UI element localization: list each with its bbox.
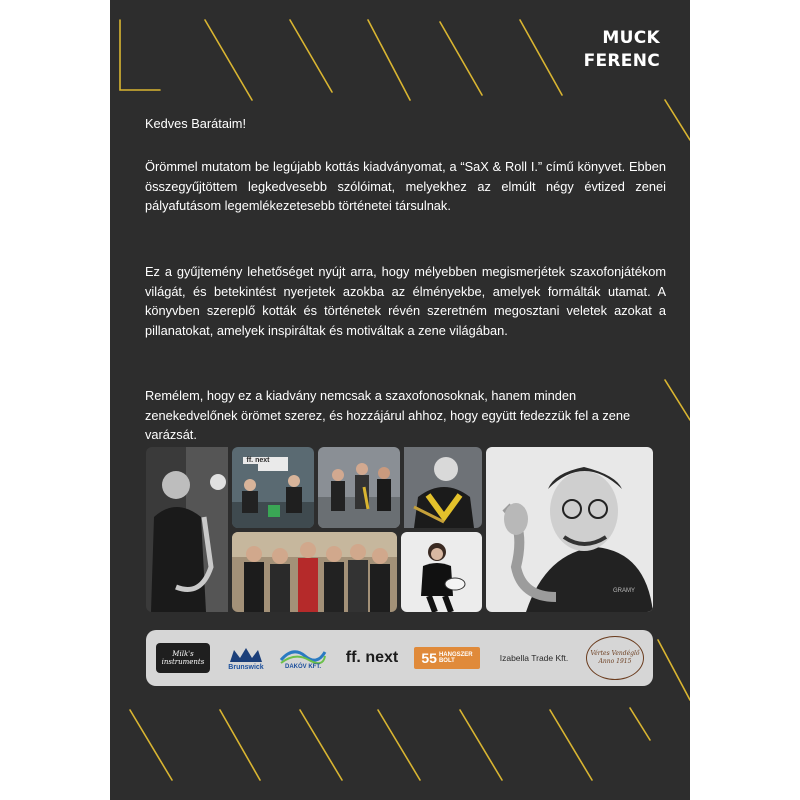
shirt-print-text: GRAMY: [613, 588, 636, 594]
deco-line: [658, 640, 690, 700]
deco-line: [378, 710, 420, 780]
sponsor-izabella-text: Izabella Trade Kft.: [499, 653, 569, 663]
hangszer-word-2: BOLT: [438, 658, 455, 664]
flyer-page: [110, 0, 690, 800]
deco-line: [665, 380, 690, 420]
sponsor-bar: [146, 630, 653, 686]
deco-line: [520, 20, 562, 95]
paragraph-1: Örömmel mutatom be legújabb kottás kiadványomat, a “SaX & Roll I.” című könyvet. Ebben összegyűjtöttem legkedvesebb szólóimat, melyekhez az elmúlt négy évtized zenei pályafutásom legemlékezetesebb történetei társulnak.: [145, 159, 666, 213]
deco-line: [130, 710, 172, 780]
vertes-line-2: Anno 1915: [598, 658, 632, 665]
studio-sign-text: ff. next: [243, 457, 273, 464]
sponsor-logo-brunswick: [223, 643, 269, 673]
greeting: Kedves Barátaim!: [145, 116, 247, 131]
vertes-line-1: Vértes Vendéglő: [590, 650, 640, 657]
deco-line: [460, 710, 502, 780]
sponsor-logo-vinstruments: [156, 643, 210, 673]
brunswick-crown-icon: [226, 646, 266, 664]
deco-line: [630, 708, 650, 740]
author-line-1: MUCK: [602, 28, 660, 48]
photo-saxophonist-bw: [146, 447, 228, 612]
deco-line: [205, 20, 252, 100]
photo-band-outdoor: [318, 447, 400, 528]
sponsor-logo-dakov: [277, 643, 329, 673]
sponsor-logo-55-hangszer-bolt: [414, 647, 480, 669]
paragraph-3: Remélem, hogy ez a kiadvány nemcsak a szaxofonosoknak, hanem minden zenekedvelőnek örömet szerez, és hozzájárul ahhoz, hogy együtt fedezzük fel a zene varázsát.: [145, 388, 631, 442]
sponsor-logo-izabella: [490, 643, 578, 673]
dakov-wave-icon: [279, 646, 327, 664]
paragraph-2: Ez a gyűjtemény lehetőséget nyújt arra, hogy mélyebben megismerjétek szaxofonjátékom világát, és betekintést nyerjetek azokba az élményekbe, amelyek formálták utamat. A könyvben szereplő kották és történetek révén szeretném megosztani veletek azokat a pillanatokat, amelyek inspiráltak és motiváltak a zene világában.: [145, 264, 666, 338]
photo-group-of-six: [232, 532, 397, 612]
deco-line: [665, 100, 690, 140]
deco-line: [440, 22, 482, 95]
hangszer-number: 55: [421, 650, 437, 666]
deco-line: [550, 710, 592, 780]
deco-line: [300, 710, 342, 780]
hangszer-word-1: HANGSZER: [438, 652, 473, 658]
author-name: [584, 27, 660, 73]
deco-line: [120, 20, 160, 90]
photo-woman-guitar: [401, 532, 482, 612]
deco-line: [368, 20, 410, 100]
deco-line: [290, 20, 332, 92]
sponsor-vinstruments-text: Milk's instruments: [161, 650, 205, 666]
sponsor-logo-ffnext: [338, 643, 406, 673]
sponsor-brunswick-text: Brunswick: [228, 663, 264, 671]
sponsor-dakov-text: DAKÓV KFT.: [285, 664, 321, 670]
deco-line: [220, 710, 260, 780]
author-line-2: FERENC: [583, 51, 660, 71]
sponsor-logo-vertes-vendeglo: [586, 636, 644, 680]
photo-woman-yellow-shirt: [404, 447, 482, 528]
sponsor-ffnext-text: ff. next: [345, 649, 399, 666]
